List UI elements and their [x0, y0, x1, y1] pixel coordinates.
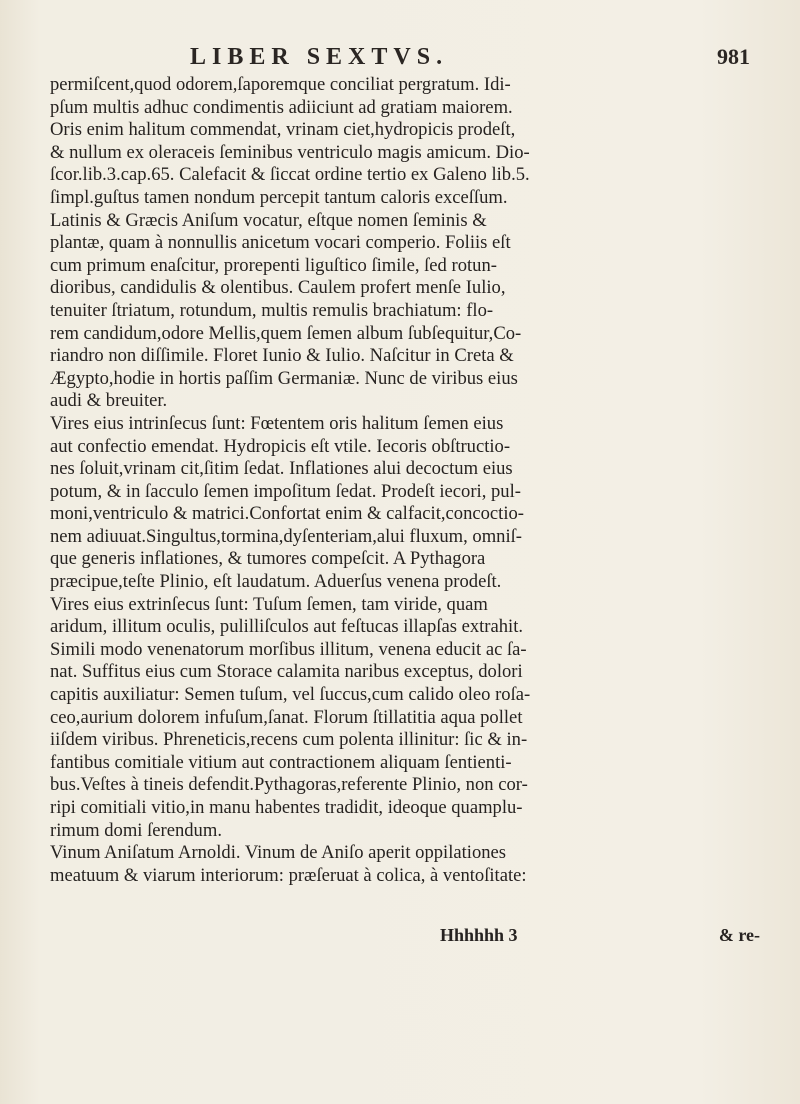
signature-mark: Hhhhhh 3 — [440, 925, 518, 945]
text-line: nat. Suffitus eius cum Storace calamita naribus exceptus, dolori — [50, 661, 523, 683]
text-line: rimum domi ſerendum. — [50, 819, 222, 841]
text-line: audi & breuiter. — [50, 390, 168, 412]
text-line: capitis auxiliatur: Semen tuſum, vel ſuccus,cum calido oleo roſa- — [50, 684, 531, 706]
text-line: Simili modo venenatorum morſibus illitum, venena educit ac ſa- — [50, 638, 527, 660]
catchline — [400, 925, 760, 949]
text-line: nem adiuuat.Singultus,tormina,dyſenteriam,alui fluxum, omniſ- — [50, 525, 522, 547]
text-line: Oris enim halitum commendat, vrinam ciet,hydropicis prodeſt, — [50, 119, 516, 141]
text-line: plantæ, quam à nonnullis anicetum vocari comperio. Foliis eſt — [50, 232, 511, 254]
running-head-title: LIBER SEXTVS. — [190, 44, 449, 70]
text-line: præcipue,teſte Plinio, eſt laudatum. Aduerſus venena prodeſt. — [50, 571, 502, 593]
catchword: & re- — [718, 925, 760, 945]
page-number: 981 — [717, 44, 750, 69]
text-line: Latinis & Græcis Aniſum vocatur, eſtque nomen ſeminis & — [50, 209, 487, 231]
text-line: fantibus comitiale vitium aut contractionem aliquam ſentienti- — [50, 751, 512, 773]
text-line: iiſdem viribus. Phreneticis,recens cum polenta illinitur: ſic & in- — [50, 729, 528, 751]
text-line: permiſcent,quod odorem,ſaporemque conciliat pergratum. Idi- — [50, 74, 511, 95]
text-line: tenuiter ſtriatum, rotundum, multis remulis brachiatum: flo- — [50, 299, 494, 321]
text-line: moni,ventriculo & matrici.Confortat enim & calfacit,concoctio- — [50, 503, 524, 525]
text-line: ripi comitiali vitio,in manu habentes tradidit, ideoque quamplu- — [50, 797, 523, 818]
text-line: Ægypto,hodie in hortis paſſim Germaniæ. Nunc de viribus eius — [50, 367, 518, 389]
text-line: que generis inflationes, & tumores compeſcit. A Pythagora — [50, 548, 486, 570]
text-line: meatuum & viarum interiorum: præſeruat à colica, à ventoſitate: — [50, 864, 527, 886]
text-line: ceo,aurium dolorem infuſum,ſanat. Florum ſtillatitia aqua pollet — [50, 706, 523, 728]
text-line: & nullum ex oleraceis ſeminibus ventriculo magis amicum. Dio- — [50, 141, 530, 163]
text-line: nes ſoluit,vrinam cit,ſitim ſedat. Inflationes alui decoctum eius — [50, 458, 513, 480]
text-line: ſcor.lib.3.cap.65. Calefacit & ſiccat ordine tertio ex Galeno lib.5. — [50, 164, 530, 186]
text-line: Vires eius extrinſecus ſunt: Tuſum ſemen, tam viride, quam — [50, 593, 488, 615]
text-line: Vires eius intrinſecus ſunt: Fœtentem oris halitum ſemen eius — [50, 412, 504, 434]
text-line: bus.Veſtes à tineis defendit.Pythagoras,referente Plinio, non cor- — [50, 774, 528, 796]
text-line: pſum multis adhuc condimentis adiiciunt ad gratiam maiorem. — [50, 96, 513, 118]
text-line: aridum, illitum oculis, pulilliſculos aut feſtucas illapſas extrahit. — [50, 616, 524, 638]
body-text — [50, 74, 765, 887]
text-line: dioribus, candidulis & olentibus. Caulem profert menſe Iulio, — [50, 277, 506, 299]
text-line: cum primum enaſcitur, prorepenti liguſtico ſimile, ſed rotun- — [50, 254, 497, 276]
text-line: ſimpl.guſtus tamen nondum percepit tantum caloris exceſſum. — [50, 186, 508, 208]
running-head — [190, 44, 750, 74]
text-line: potum, & in ſacculo ſemen impoſitum ſedat. Prodeſt iecori, pul- — [50, 480, 521, 502]
text-line: rem candidum,odore Mellis,quem ſemen album ſubſequitur,Co- — [50, 322, 522, 344]
text-line: riandro non diſſimile. Floret Iunio & Iulio. Naſcitur in Creta & — [50, 345, 514, 367]
text-line: Vinum Aniſatum Arnoldi. Vinum de Aniſo aperit oppilationes — [50, 842, 507, 864]
text-line: aut confectio emendat. Hydropicis eſt vtile. Iecoris obſtructio- — [50, 435, 511, 457]
